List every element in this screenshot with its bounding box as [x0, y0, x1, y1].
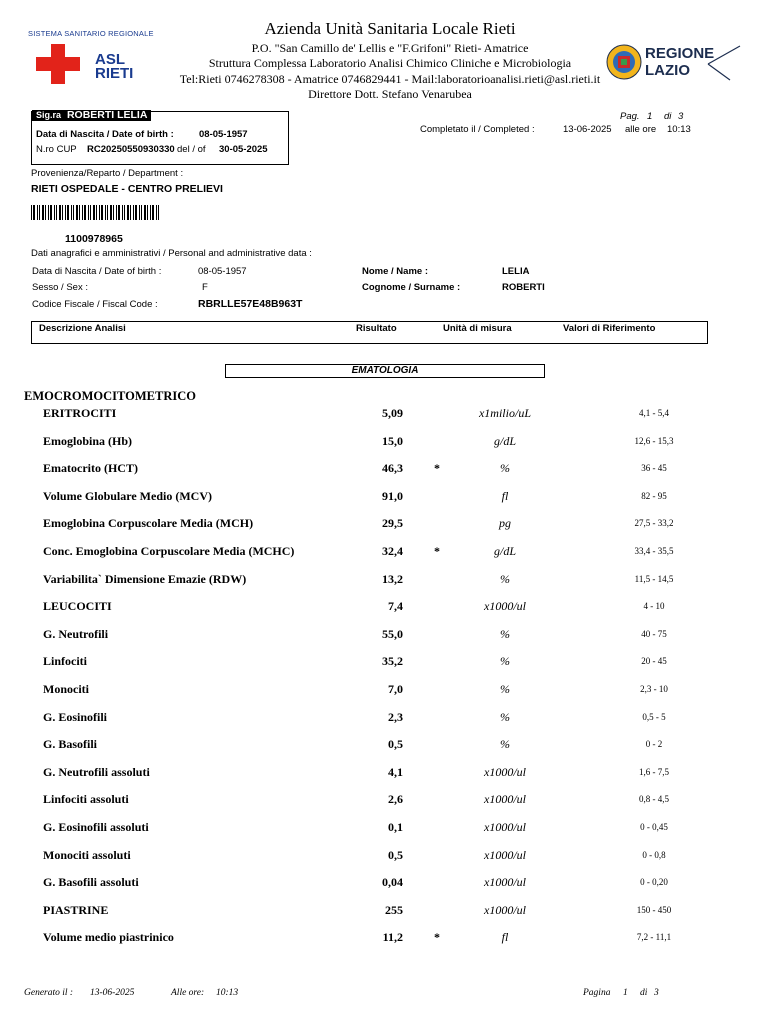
th-unit: Unità di misura — [443, 323, 512, 334]
barcode-bar — [130, 205, 131, 220]
table-row — [0, 461, 768, 481]
footer-time-value: 10:13 — [216, 988, 239, 998]
barcode-bar — [59, 205, 61, 220]
asl-name-2: RIETI — [95, 65, 134, 82]
result-reference: 1,6 - 7,5 — [639, 767, 669, 777]
result-value: 15,0 — [382, 434, 403, 448]
barcode-bar — [152, 205, 154, 220]
result-value: 55,0 — [382, 627, 403, 641]
result-name: G. Neutrofili — [43, 627, 109, 641]
barcode-bar — [127, 205, 129, 220]
completed-alle-ore: alle ore — [625, 124, 657, 135]
result-name: ERITROCITI — [43, 406, 117, 420]
barcode-bar — [99, 205, 100, 220]
section-title: EMATOLOGIA — [225, 364, 545, 378]
table-row — [0, 599, 768, 619]
barcode-bar — [37, 205, 38, 220]
barcode-bar — [147, 205, 148, 220]
table-row — [0, 544, 768, 564]
result-value: 29,5 — [382, 516, 403, 530]
result-name: Conc. Emoglobina Corpuscolare Media (MCHC) — [43, 544, 295, 558]
result-unit: % — [500, 461, 510, 475]
result-unit: x1milio/uL — [478, 406, 531, 420]
department-label: Provenienza/Reparto / Department : — [31, 168, 184, 179]
result-name: Emoglobina Corpuscolare Media (MCH) — [43, 516, 254, 530]
barcode-bar — [76, 205, 78, 220]
barcode-bar — [65, 205, 66, 220]
result-reference: 36 - 45 — [641, 463, 667, 473]
result-unit: x1000/ul — [484, 765, 526, 779]
barcode-bar — [84, 205, 86, 220]
result-flag: * — [434, 930, 440, 944]
barcode-bar — [101, 205, 103, 220]
result-reference: 7,2 - 11,1 — [636, 932, 672, 942]
result-value: 0,5 — [388, 737, 403, 751]
result-reference: 4 - 10 — [643, 601, 665, 611]
result-unit: x1000/ul — [484, 792, 526, 806]
result-value: 46,3 — [382, 461, 403, 475]
barcode-bar — [133, 205, 134, 220]
result-reference: 0,5 - 5 — [642, 712, 666, 722]
barcode-bar — [144, 205, 146, 220]
result-unit: % — [500, 627, 510, 641]
asl-cross-logo — [36, 44, 80, 84]
barcode-bar — [107, 205, 108, 220]
result-name: LEUCOCITI — [43, 599, 112, 613]
result-reference: 20 - 45 — [641, 656, 667, 666]
table-row — [0, 627, 768, 647]
personal-surname-label: Cognome / Surname : — [362, 282, 461, 293]
result-name: Linfociti assoluti — [43, 792, 129, 806]
result-name: G. Eosinofili — [43, 710, 108, 724]
barcode-bar — [124, 205, 125, 220]
result-reference: 27,5 - 33,2 — [634, 518, 674, 528]
result-reference: 12,6 - 15,3 — [634, 436, 674, 446]
result-reference: 0 - 0,45 — [640, 822, 668, 832]
table-row — [0, 765, 768, 785]
table-row — [0, 820, 768, 840]
result-reference: 11,5 - 14,5 — [634, 574, 674, 584]
result-value: 7,0 — [388, 682, 403, 696]
result-unit: % — [500, 737, 510, 751]
result-name: Linfociti — [43, 654, 87, 668]
barcode-bar — [122, 205, 123, 220]
patient-name: ROBERTI LELIA — [66, 109, 148, 121]
box-cup-of-value: 30-05-2025 — [219, 144, 268, 155]
personal-dob-label: Data di Nascita / Date of birth : — [32, 266, 162, 277]
result-name: G. Eosinofili assoluti — [43, 820, 149, 834]
barcode-bar — [33, 205, 35, 220]
table-row — [0, 903, 768, 923]
table-row — [0, 572, 768, 592]
barcode-bar — [113, 205, 114, 220]
header-line-2: Struttura Complessa Laboratorio Analisi Chimico Cliniche e Microbiologia — [208, 56, 572, 70]
result-value: 5,09 — [382, 406, 403, 420]
result-name: G. Basofili — [43, 737, 98, 751]
result-reference: 82 - 95 — [641, 491, 667, 501]
result-value: 32,4 — [382, 544, 403, 558]
result-flag: * — [434, 544, 440, 558]
result-reference: 0,8 - 4,5 — [639, 794, 669, 804]
group-title: EMOCROMOCITOMETRICO — [24, 389, 196, 403]
result-value: 2,6 — [388, 792, 403, 806]
result-name: Monociti assoluti — [43, 848, 131, 862]
barcode-bar — [139, 205, 140, 220]
result-unit: fl — [501, 489, 509, 503]
result-flag: * — [434, 461, 440, 475]
barcode-bar — [50, 205, 52, 220]
personal-heading: Dati anagrafici e amministrativi / Personal and administrative data : — [31, 248, 312, 259]
result-unit: g/dL — [493, 544, 516, 558]
table-row — [0, 434, 768, 454]
footer-page-num: 1 — [623, 988, 628, 998]
table-row — [0, 848, 768, 868]
result-value: 0,1 — [388, 820, 403, 834]
table-row — [0, 516, 768, 536]
personal-name-value: LELIA — [502, 266, 530, 277]
barcode-bar — [90, 205, 91, 220]
patient-box-title — [32, 110, 151, 121]
barcode-bar — [93, 205, 95, 220]
barcode-bar — [118, 205, 120, 220]
region-name-2: LAZIO — [645, 62, 690, 79]
table-row — [0, 489, 768, 509]
result-value: 35,2 — [382, 654, 403, 668]
result-unit: % — [500, 682, 510, 696]
table-header — [31, 321, 708, 344]
result-reference: 0 - 0,8 — [642, 850, 666, 860]
personal-name-label: Nome / Name : — [362, 266, 428, 277]
regione-lazio-emblem — [606, 44, 642, 80]
table-row — [0, 875, 768, 895]
result-name: G. Neutrofili assoluti — [43, 765, 150, 779]
result-name: Variabilita` Dimensione Emazie (RDW) — [43, 572, 247, 586]
barcode-bar — [31, 205, 32, 220]
region-name-1: REGIONE — [645, 45, 715, 62]
footer-generated-date: 13-06-2025 — [90, 988, 135, 998]
table-row — [0, 682, 768, 702]
result-name: Volume Globulare Medio (MCV) — [43, 489, 212, 503]
barcode-bar — [88, 205, 89, 220]
table-row — [0, 406, 768, 426]
result-reference: 33,4 - 35,5 — [634, 546, 674, 556]
result-unit: x1000/ul — [484, 903, 526, 917]
pag-di-label: di — [664, 111, 672, 122]
footer-page-label: Pagina — [583, 988, 611, 998]
patient-box — [31, 111, 289, 165]
box-cup-label: N.ro CUP — [36, 144, 77, 155]
result-value: 11,2 — [382, 930, 403, 944]
barcode-bar — [56, 205, 57, 220]
barcode-bar — [110, 205, 112, 220]
header-line-1: P.O. "San Camillo de' Lellis e "F.Grifoni" Rieti- Amatrice — [251, 41, 529, 55]
result-name: Emoglobina (Hb) — [43, 434, 133, 448]
header-title: Azienda Unità Sanitaria Locale Rieti — [264, 19, 516, 38]
result-name: G. Basofili assoluti — [43, 875, 139, 889]
barcode-bar — [96, 205, 97, 220]
th-result: Risultato — [356, 323, 397, 334]
result-name: Monociti — [43, 682, 89, 696]
result-unit: x1000/ul — [484, 875, 526, 889]
barcode-bar — [135, 205, 137, 220]
result-reference: 150 - 450 — [636, 905, 672, 915]
result-reference: 40 - 75 — [641, 629, 667, 639]
result-unit: g/dL — [493, 434, 516, 448]
personal-dob-value: 08-05-1957 — [198, 266, 247, 277]
barcode-number: 1100978965 — [65, 233, 123, 245]
personal-sex-value: F — [202, 282, 208, 293]
box-cup-of-label: del / of — [177, 144, 206, 155]
pag-num: 1 — [647, 111, 653, 122]
personal-cf-label: Codice Fiscale / Fiscal Code : — [32, 299, 158, 310]
result-unit: pg — [499, 516, 511, 530]
result-reference: 2,3 - 10 — [640, 684, 668, 694]
barcode-bar — [62, 205, 63, 220]
department-value: RIETI OSPEDALE - CENTRO PRELIEVI — [31, 183, 223, 195]
barcode-bar — [105, 205, 106, 220]
lazio-chevron-graphic — [706, 42, 746, 82]
header-line-4: Direttore Dott. Stefano Venarubea — [308, 87, 472, 101]
barcode — [31, 205, 163, 220]
personal-surname-value: ROBERTI — [502, 282, 545, 293]
result-unit: % — [500, 572, 510, 586]
th-reference: Valori di Riferimento — [563, 323, 656, 334]
result-unit: fl — [501, 930, 509, 944]
patient-title: Sig.ra — [36, 110, 62, 120]
barcode-bar — [42, 205, 44, 220]
result-value: 91,0 — [382, 489, 403, 503]
footer-generated-label: Generato il : — [24, 988, 74, 998]
barcode-bar — [39, 205, 40, 220]
completed-label: Completato il / Completed : — [420, 124, 535, 135]
result-value: 255 — [385, 903, 403, 917]
result-unit: x1000/ul — [484, 848, 526, 862]
table-row — [0, 710, 768, 730]
completed-date: 13-06-2025 — [563, 124, 612, 135]
result-unit: x1000/ul — [484, 820, 526, 834]
result-value: 4,1 — [388, 765, 403, 779]
table-row — [0, 737, 768, 757]
table-row — [0, 792, 768, 812]
barcode-bar — [141, 205, 142, 220]
result-reference: 0 - 0,20 — [640, 877, 668, 887]
barcode-bar — [158, 205, 159, 220]
completed-time: 10:13 — [667, 124, 691, 135]
result-reference: 0 - 2 — [645, 739, 663, 749]
barcode-bar — [150, 205, 151, 220]
box-dob-value: 08-05-1957 — [199, 129, 248, 140]
barcode-bar — [48, 205, 49, 220]
barcode-bar — [67, 205, 69, 220]
asl-system-label: SISTEMA SANITARIO REGIONALE — [28, 29, 154, 38]
asl-name-1: ASL — [95, 51, 125, 68]
result-value: 13,2 — [382, 572, 403, 586]
result-value: 0,04 — [382, 875, 403, 889]
th-description: Descrizione Analisi — [39, 323, 126, 334]
barcode-bar — [45, 205, 46, 220]
result-reference: 4,1 - 5,4 — [639, 408, 669, 418]
result-value: 2,3 — [388, 710, 403, 724]
pag-label: Pag. — [620, 111, 640, 122]
result-unit: % — [500, 654, 510, 668]
pag-total: 3 — [678, 111, 684, 122]
result-value: 7,4 — [388, 599, 403, 613]
barcode-bar — [54, 205, 55, 220]
footer-di-label: di — [640, 988, 648, 998]
barcode-bar — [156, 205, 157, 220]
result-name: Volume medio piastrinico — [43, 930, 174, 944]
table-row — [0, 654, 768, 674]
barcode-bar — [73, 205, 74, 220]
table-row — [0, 930, 768, 950]
barcode-bar — [116, 205, 117, 220]
footer-page-total: 3 — [654, 988, 659, 998]
personal-sex-label: Sesso / Sex : — [32, 282, 88, 293]
result-unit: x1000/ul — [484, 599, 526, 613]
barcode-bar — [82, 205, 83, 220]
header-line-3: Tel:Rieti 0746278308 - Amatrice 0746829441 - Mail:laboratorioanalisi.rieti@asl.rieti.it — [179, 72, 601, 86]
barcode-bar — [79, 205, 80, 220]
personal-cf-value: RBRLLE57E48B963T — [198, 298, 303, 310]
result-unit: % — [500, 710, 510, 724]
result-name: PIASTRINE — [43, 903, 109, 917]
footer-time-label: Alle ore: — [171, 988, 205, 998]
result-name: Ematocrito (HCT) — [43, 461, 138, 475]
box-dob-label: Data di Nascita / Date of birth : — [36, 129, 174, 140]
result-value: 0,5 — [388, 848, 403, 862]
box-cup-value: RC20250550930330 — [87, 144, 175, 155]
barcode-bar — [71, 205, 72, 220]
